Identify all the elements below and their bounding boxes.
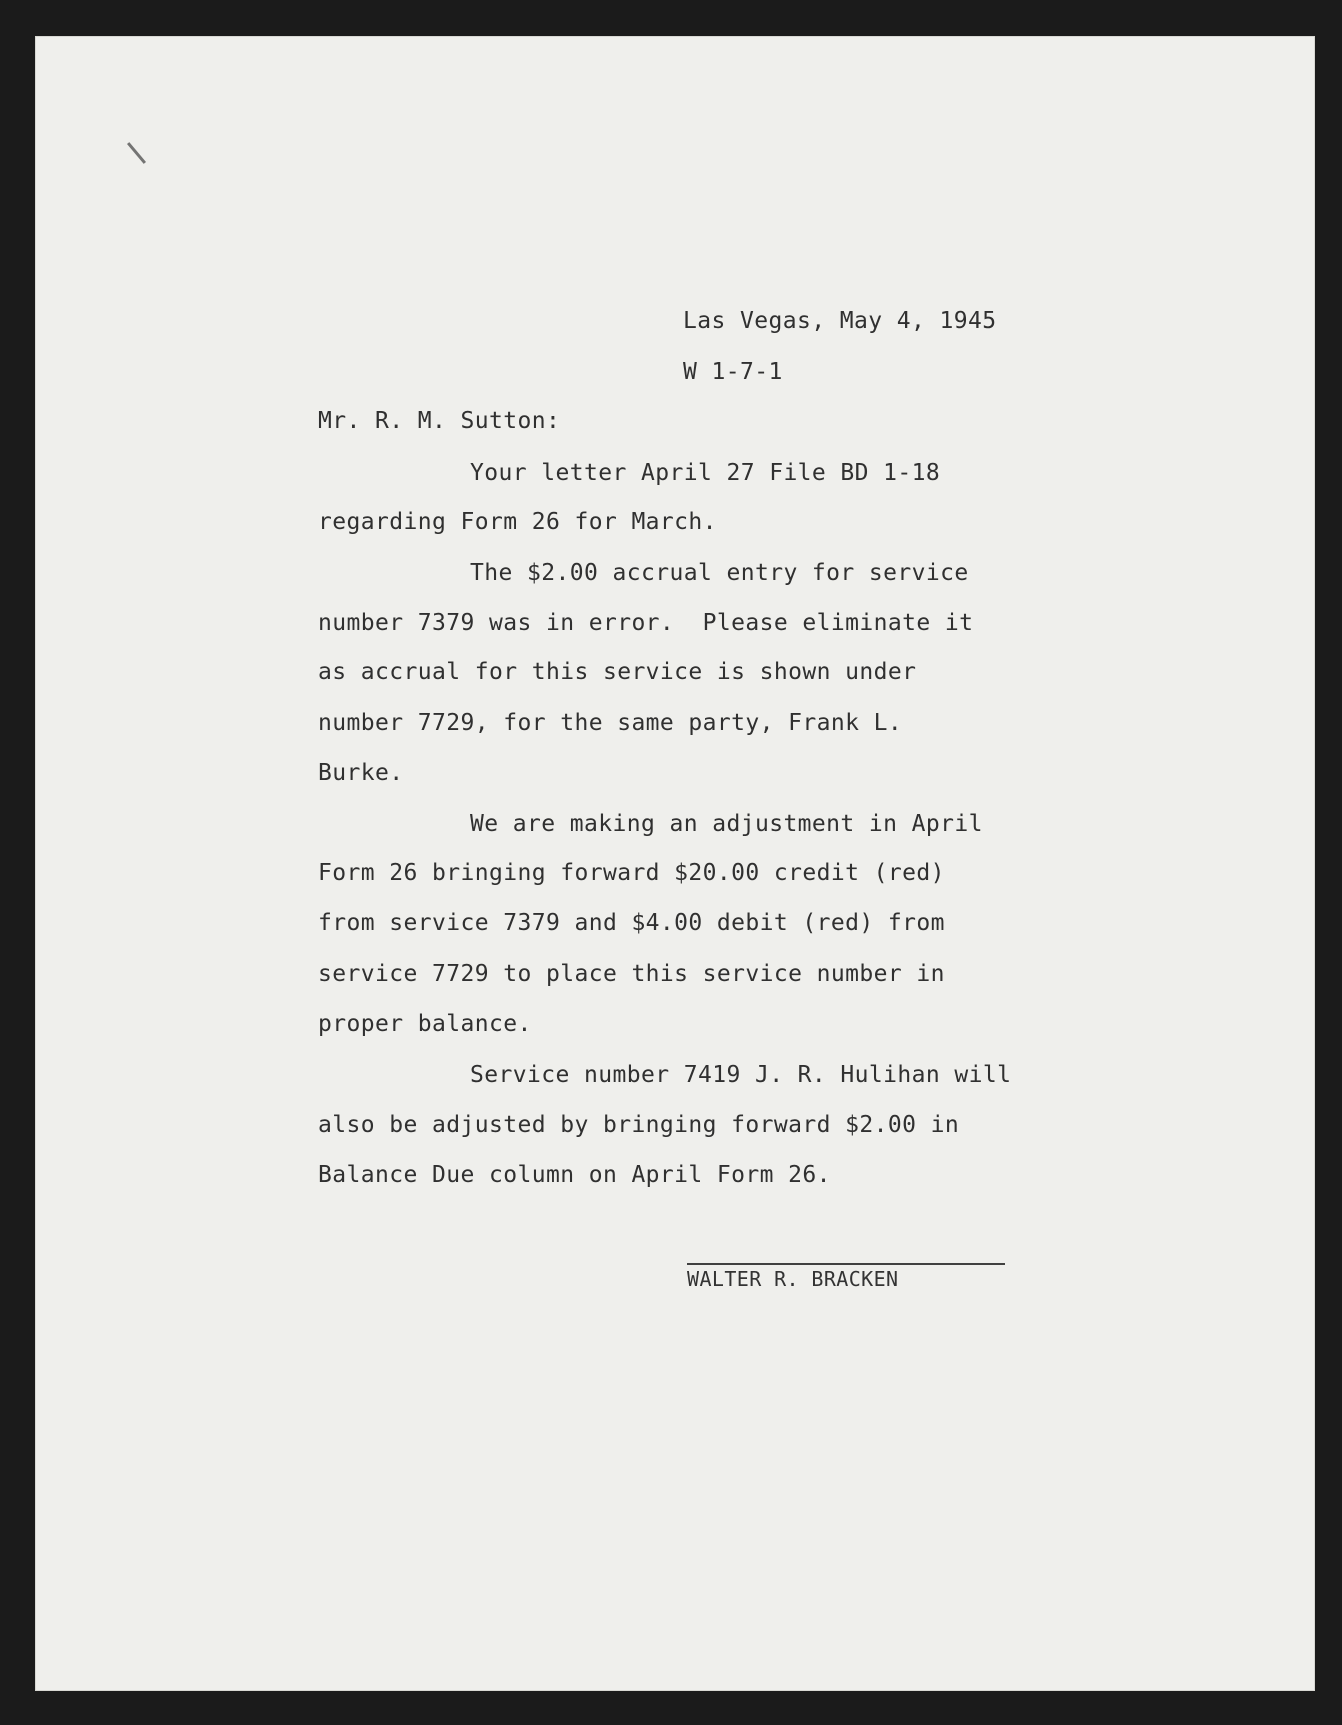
body-line: number 7379 was in error. Please eliminate it [318,610,974,636]
body-line: The $2.00 accrual entry for service [470,560,969,586]
body-line: as accrual for this service is shown under [318,659,917,685]
body-line: Service number 7419 J. R. Hulihan will [470,1062,1012,1088]
body-line: service 7729 to place this service number in [318,961,945,987]
file-reference: W 1-7-1 [683,359,783,385]
body-line: regarding Form 26 for March. [318,509,717,535]
body-line: proper balance. [318,1011,532,1037]
body-line: Your letter April 27 File BD 1-18 [470,460,941,486]
place-date: Las Vegas, May 4, 1945 [683,308,997,334]
body-line: Form 26 bringing forward $20.00 credit (red) [318,860,945,886]
body-line: Burke. [318,760,404,786]
salutation: Mr. R. M. Sutton: [318,408,561,434]
body-line: number 7729, for the same party, Frank L. [318,710,903,736]
body-line: from service 7379 and $4.00 debit (red) from [318,910,945,936]
signature-line: WALTER R. BRACKEN [687,1263,1005,1291]
body-line: We are making an adjustment in April [470,811,983,837]
body-line: also be adjusted by bringing forward $2.00 in [318,1112,960,1138]
body-line: Balance Due column on April Form 26. [318,1162,831,1188]
